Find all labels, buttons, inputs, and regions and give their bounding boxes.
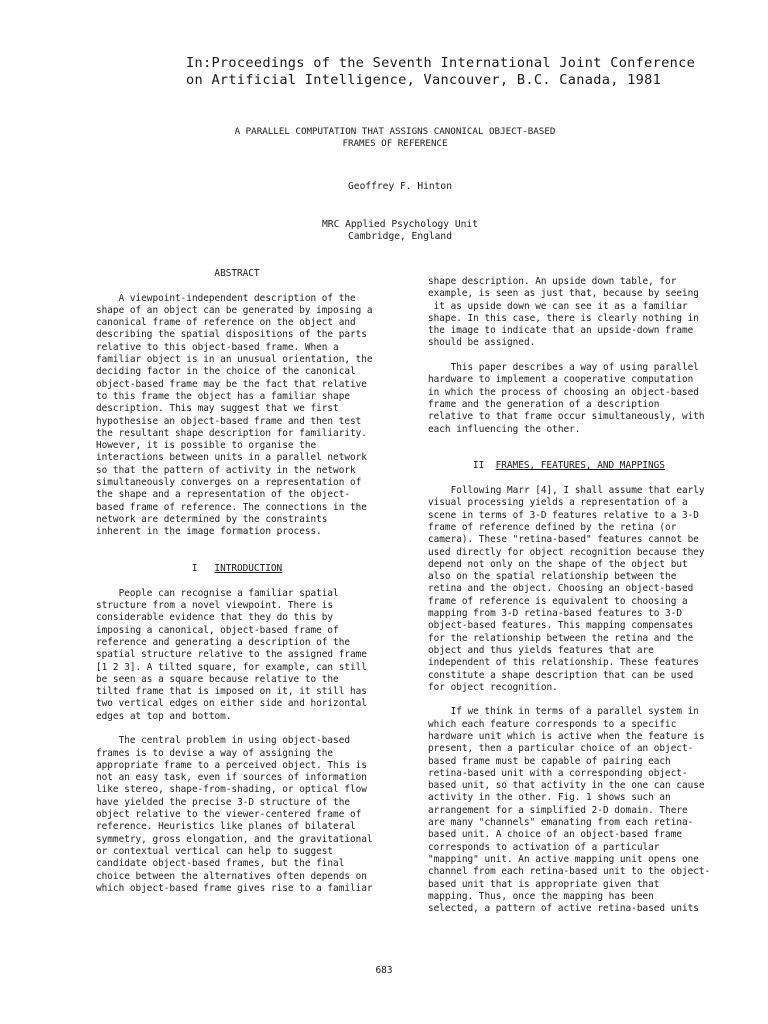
text-line: shape. In this case, there is clearly nothing in [428,312,699,324]
text-line: two vertical edges on either side and horizontal [96,698,367,710]
text-line: based unit, so that activity in the one can cause [428,780,705,792]
text-line: frame of reference is equivalent to choosing a [428,595,688,607]
paper-title [180,126,610,150]
text-line: for the relationship between the retina and the [428,632,694,644]
text-line: which each feature corresponds to a specific [428,718,677,730]
spacer [96,280,378,292]
author-name: Geoffrey F. Hinton [348,181,452,192]
text-line: interactions between units in a parallel network [96,452,367,464]
text-line: in which the process of choosing an object-based [428,386,699,398]
text-line: appropriate frame to a perceived object. This is [96,759,367,771]
text-line: activity in the other. Fig. 1 shows such an [428,792,671,804]
spacer [428,473,710,485]
right-paragraph-4 [428,706,710,915]
text-line: This paper describes a way of using parallel [428,362,699,374]
spacer [428,436,710,448]
text-line: for object recognition. [428,681,558,693]
spacer [428,350,710,362]
right-paragraph-3 [428,485,710,694]
text-line: structure from a novel viewpoint. There is [96,600,334,612]
text-line: to this frame the object has a familiar shape [96,390,350,402]
text-line: symmetry, gross elongation, and the gravitational [96,833,373,845]
spacer [428,448,710,460]
text-line: should be assigned. [428,337,536,349]
abstract-heading: ABSTRACT [214,268,260,279]
affiliation [280,219,520,243]
text-line: edges at top and bottom. [96,710,232,722]
title-line-1: A PARALLEL COMPUTATION THAT ASSIGNS CANONICAL OBJECT-BASED [234,126,556,137]
text-line: independent of this relationship. These features [428,657,699,669]
right-paragraph-1 [428,276,710,350]
text-line: it as upside down we can see it as a familiar [428,300,688,312]
text-line: corresponds to activation of a particular [428,841,660,853]
spacer [96,575,378,587]
text-line: tilted frame that is imposed on it, it still has [96,686,367,698]
text-line: hardware to implement a cooperative computation [428,374,694,386]
text-line: retina and the object. Choosing an object-based [428,583,694,595]
intro-paragraph-1 [96,588,378,723]
text-line: hypothesise an object-based frame and then test [96,415,362,427]
text-line: based frame of reference. The connections in the [96,501,367,513]
text-line: based frame must be capable of pairing each [428,755,671,767]
text-line: simultaneously converges on a representation of [96,477,362,489]
text-line: object and thus yields features that are [428,644,654,656]
text-line: retina-based unit with a corresponding object- [428,767,688,779]
text-line: based unit that is appropriate given that [428,878,660,890]
text-line: However, it is possible to organise the [96,440,317,452]
text-line: relative to that frame occur simultaneously, with [428,411,705,423]
text-line: have yielded the precise 3-D structure of the [96,796,350,808]
venue-line-2: on Artificial Intelligence, Vancouver, B.C. Canada, 1981 [186,72,662,88]
text-line: If we think in terms of a parallel system in [428,706,699,718]
text-line: canonical frame of reference on the object and [96,317,356,329]
text-line: or contextual vertical can help to suggest [96,845,334,857]
spacer [96,551,378,563]
text-line: deciding factor in the choice of the canonical [96,366,356,378]
text-line: frame and the generation of a description [428,398,660,410]
text-line: the shape and a representation of the object- [96,489,350,501]
text-line: based unit. A choice of an object-based frame [428,829,682,841]
right-column [428,276,710,915]
text-line: "mapping" unit. An active mapping unit opens one [428,853,699,865]
text-line: [1 2 3]. A tilted square, for example, can still [96,661,367,673]
text-line: each influencing the other. [428,423,581,435]
text-line: inherent in the image formation process. [96,526,322,538]
text-line: frames is to devise a way of assigning the [96,747,334,759]
text-line: depend not only on the shape of the object but [428,558,688,570]
text-line: spatial structure relative to the assigned frame [96,649,367,661]
text-line: which object-based frame gives rise to a familiar [96,882,373,894]
affiliation-line-2: Cambridge, England [348,231,452,242]
text-line: candidate object-based frames, but the final [96,858,345,870]
text-line: network are determined by the constraints [96,513,328,525]
spacer [96,723,378,735]
section2-number: II [473,460,485,472]
abstract-body [96,293,378,539]
text-line: choice between the alternatives often depends on [96,870,367,882]
text-line: describing the spatial dispositions of the parts [96,329,367,341]
section2-heading [428,460,710,472]
text-line: visual processing yields a representation of a [428,497,688,509]
text-line: example, is seen as just that, because by seeing [428,288,699,300]
text-line: like stereo, shape-from-shading, or optical flow [96,784,367,796]
title-line-2: FRAMES OF REFERENCE [342,138,448,149]
right-paragraph-2 [428,362,710,436]
intro-title: INTRODUCTION [214,563,283,575]
text-line: reference and generating a description of the [96,636,350,648]
text-line: shape description. An upside down table, for [428,276,677,287]
text-line: so that the pattern of activity in the network [96,464,356,476]
text-line: selected, a pattern of active retina-based units [428,903,699,915]
text-line: description. This may suggest that we first [96,403,339,415]
text-line: constitute a shape description that can be used [428,669,694,681]
text-line: People can recognise a familiar spatial [96,587,339,599]
text-line: imposing a canonical, object-based frame of [96,624,339,636]
left-column [96,268,378,895]
text-line: the resultant shape description for familiarity. [96,427,367,439]
text-line: reference. Heuristics like planes of bilateral [96,821,356,833]
text-line: object relative to the viewer-centered frame of [96,809,362,821]
text-line: shape of an object can be generated by imposing a [96,304,373,316]
spacer [96,539,378,551]
text-line: mapping from 3-D retina-based features to 3-D [428,608,682,620]
text-line: considerable evidence that they do this by [96,612,334,624]
page-number: 683 [375,965,393,976]
text-line: present, then a particular choice of an object- [428,743,694,755]
section2-title: FRAMES, FEATURES, AND MAPPINGS [495,460,665,472]
text-line: be seen as a square because relative to the [96,673,339,685]
affiliation-line-1: MRC Applied Psychology Unit [322,219,478,230]
text-line: A viewpoint-independent description of the [96,292,356,304]
text-line: The central problem in using object-based [96,735,350,747]
text-line: hardware unit which is active when the feature is [428,730,705,742]
spacer [428,694,710,706]
text-line: camera). These "retina-based" features cannot be [428,534,699,546]
text-line: Following Marr [4], I shall assume that early [428,485,705,497]
text-line: used directly for object recognition because they [428,546,705,558]
text-line: not an easy task, even if sources of information [96,772,367,784]
text-line: are many "channels" emanating from each retina- [428,817,694,829]
venue-header [186,55,696,89]
venue-line-1: In:Proceedings of the Seventh International Joint Conference [186,55,696,71]
text-line: the image to indicate that an upside-down frame [428,325,694,337]
text-line: channel from each retina-based unit to the object- [428,866,711,878]
intro-number: I [191,563,198,575]
intro-heading [96,563,378,575]
intro-paragraph-2 [96,735,378,895]
text-line: relative to this object-based frame. When a [96,341,339,353]
text-line: scene in terms of 3-D features relative to a 3-D [428,509,699,521]
text-line: object-based features. This mapping compensates [428,620,694,632]
text-line: object-based frame may be the fact that relative [96,378,367,390]
text-line: mapping. Thus, once the mapping has been [428,890,654,902]
text-line: also on the spatial relationship between the [428,571,677,583]
text-line: arrangement for a simplified 2-D domain. There [428,804,688,816]
text-line: familiar object is in an unusual orientation, the [96,354,373,366]
text-line: frame of reference defined by the retina (or [428,521,677,533]
